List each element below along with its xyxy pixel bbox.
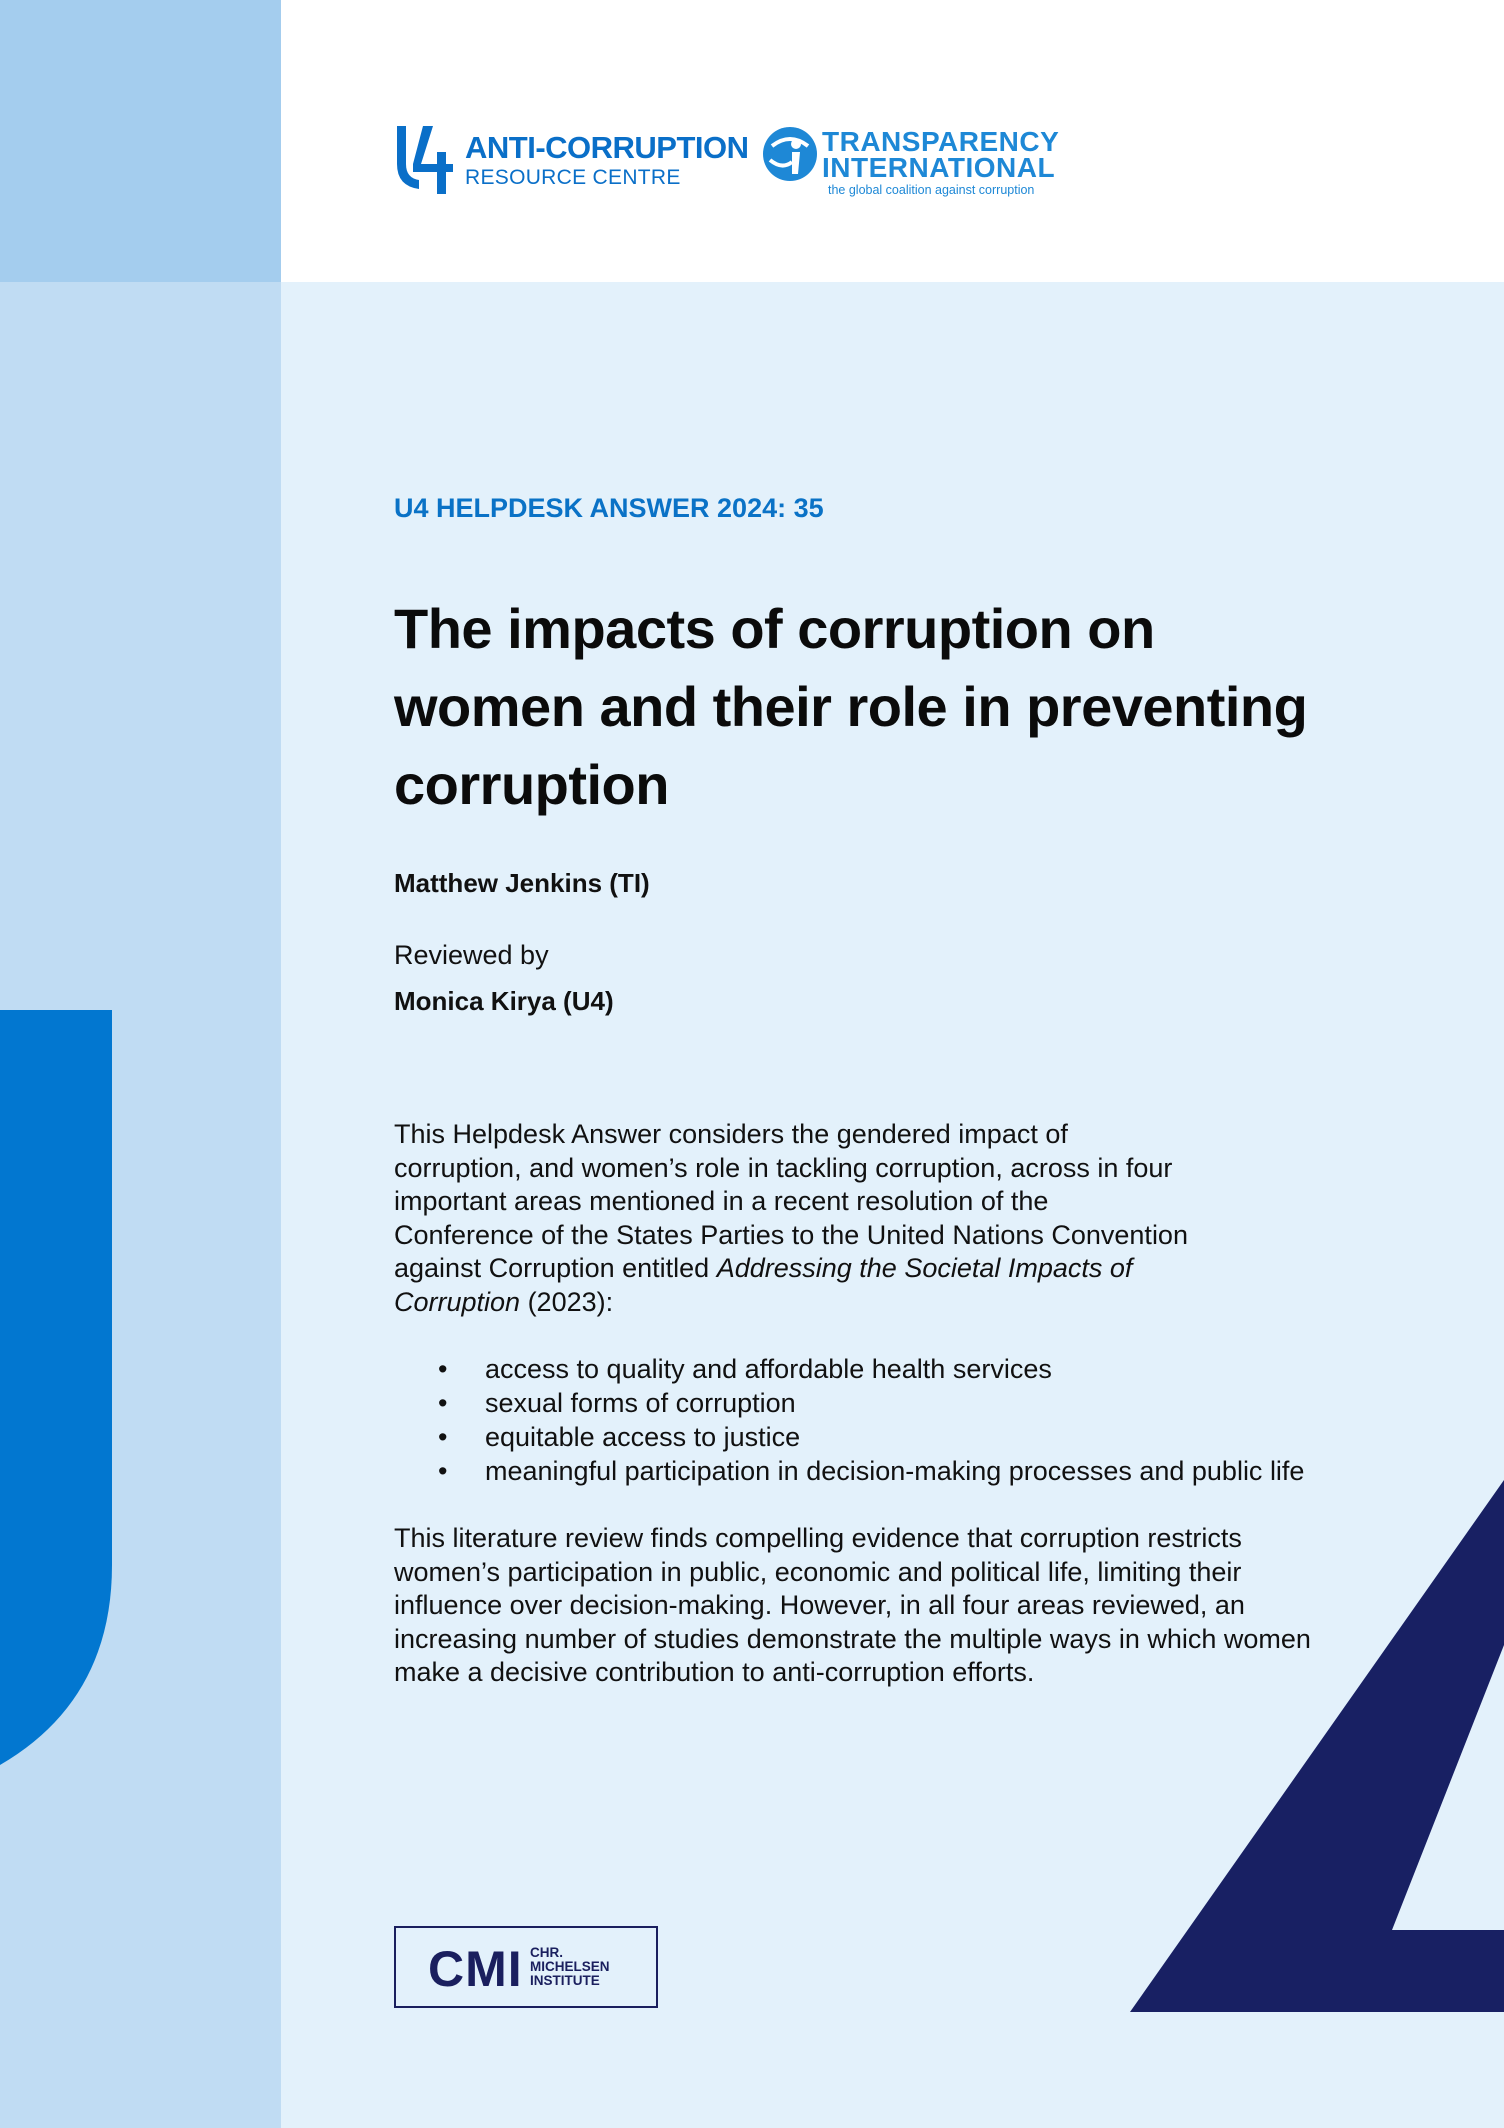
intro-italic-title: Addressing the Societal Impacts of Corruption (394, 1253, 1133, 1317)
reviewed-by-label: Reviewed by (394, 940, 549, 970)
list-item: • equitable access to justice (394, 1420, 1454, 1454)
cmi-logo-name (530, 1946, 650, 1988)
ti-logo (762, 126, 1062, 198)
cmi-name-line: CHR. (530, 1945, 563, 1960)
title-line: corruption (394, 753, 669, 816)
cmi-name-line: MICHELSEN (530, 1959, 610, 1974)
u4-logo (393, 126, 749, 194)
u4-logo-subtitle: RESOURCE CENTRE (465, 166, 681, 189)
reviewer: Monica Kirya (U4) (394, 986, 614, 1016)
cmi-name-line: INSTITUTE (530, 1973, 600, 1988)
ti-logo-line2: INTERNATIONAL (822, 152, 1056, 183)
ti-logo-tagline: the global coalition against corruption (828, 183, 1035, 197)
series-label: U4 HELPDESK ANSWER 2024: 35 (394, 493, 824, 523)
ti-logo-line1: TRANSPARENCY (822, 126, 1060, 157)
cmi-logo (394, 1926, 658, 2008)
title-line: women and their role in preventing (394, 675, 1308, 738)
title-line: The impacts of corruption on (394, 597, 1155, 660)
author: Matthew Jenkins (TI) (394, 868, 650, 898)
list-item: • access to quality and affordable health services (394, 1352, 1454, 1386)
intro-text: This Helpdesk Answer considers the gendered impact of corruption, and women’s role in tackling corruption, across in four important areas mentioned in a recent resolution of the Conference of the States Parties to the United Nations Convention against Corruption entitled (394, 1119, 1188, 1283)
topic-list (394, 1352, 1454, 1488)
list-item: • meaningful participation in decision-making processes and public life (394, 1454, 1454, 1488)
ti-globe-icon (762, 126, 818, 182)
left-band-top (0, 0, 281, 282)
intro-paragraph (394, 1118, 1194, 1319)
list-item: • sexual forms of corruption (394, 1386, 1454, 1420)
cmi-logo-mark: CMI (428, 1941, 523, 1997)
conclusion-paragraph: This literature review finds compelling evidence that corruption restricts women’s participation in public, economic and political life, limiting their influence over decision-making. However, in all four areas reviewed, an increasing number of studies demonstrate the multiple ways in which women make a decisive contribution to anti-corruption efforts. (394, 1523, 1311, 1687)
u-shape-decoration (0, 1010, 112, 1765)
u4-logo-icon (393, 126, 457, 194)
page-title (394, 590, 1394, 824)
u4-logo-title: ANTI-CORRUPTION (465, 130, 749, 165)
intro-suffix: (2023): (520, 1286, 614, 1317)
